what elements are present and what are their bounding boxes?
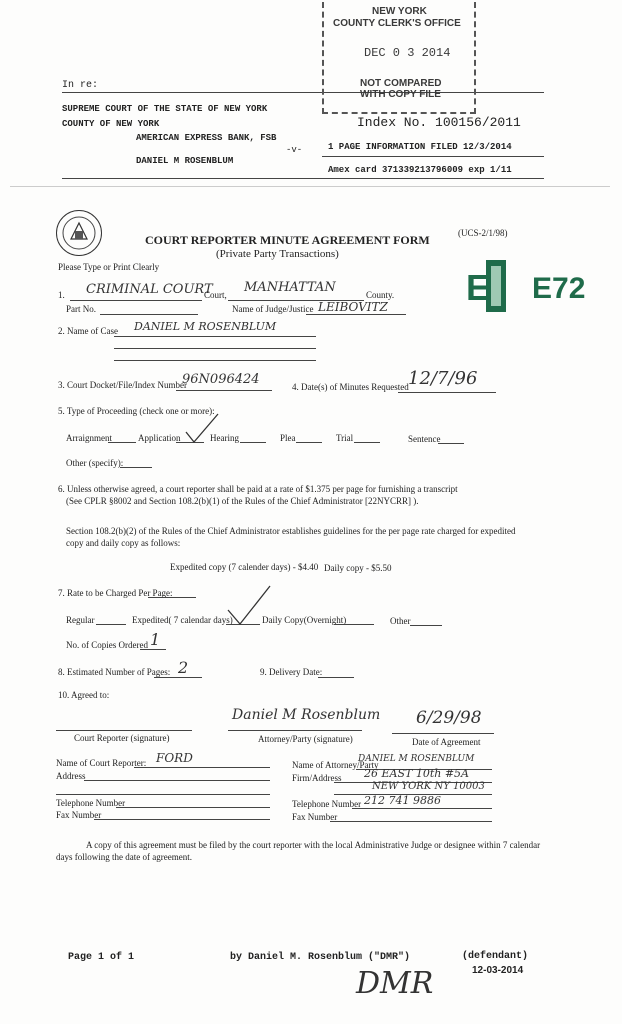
q3-line <box>176 390 272 391</box>
page-divider <box>10 186 610 187</box>
q7-line-daily <box>334 624 374 625</box>
footer-initials: DMR <box>356 966 434 1001</box>
attorney-phone-label: Telephone Number <box>292 799 362 809</box>
q7-line-regular <box>96 624 126 625</box>
sig-reporter-line <box>56 730 192 731</box>
q5-option-trial: Trial <box>336 433 354 443</box>
q7-line-other <box>410 625 442 626</box>
q6-line1: 6. Unless otherwise agreed, a court reporter shall be paid at a rate of $1.375 per page for furnishing a transcript <box>58 484 458 494</box>
court-name: SUPREME COURT OF THE STATE OF NEW YORK <box>62 104 268 114</box>
q5-option-sentence: Sentence <box>408 434 441 444</box>
sig-date-label: Date of Agreement <box>412 737 481 747</box>
reporter-phone-line <box>116 807 270 808</box>
daily-rate: Daily copy - $5.50 <box>324 563 392 573</box>
sig-attorney-label: Attorney/Party (signature) <box>258 734 353 744</box>
q5-line-trial <box>354 442 380 443</box>
q10-label: 10. Agreed to: <box>58 690 110 700</box>
q9-label: 9. Delivery Date: <box>260 667 323 677</box>
sig-date-line <box>392 733 494 734</box>
q4-value: 12/7/96 <box>408 368 478 389</box>
stamp-date: DEC 0 3 2014 <box>364 46 451 60</box>
q7-label: 7. Rate to be Charged Per Page: <box>58 588 173 598</box>
attorney-phone-value: 212 741 9886 <box>364 794 441 807</box>
q1-court-label: Court, <box>204 290 227 300</box>
form-title: COURT REPORTER MINUTE AGREEMENT FORM <box>145 233 430 247</box>
copies-line <box>140 649 166 650</box>
q1-part-label: Part No. <box>66 304 96 314</box>
q1-judge-line <box>306 314 406 315</box>
reporter-address-line1 <box>84 780 270 781</box>
q2-line1 <box>114 336 316 337</box>
stamp-line4: WITH COPY FILE <box>360 89 441 100</box>
plaintiff-name: AMERICAN EXPRESS BANK, FSB <box>136 133 277 143</box>
attorney-fax-label: Fax Number <box>292 812 338 822</box>
footer-by: by Daniel M. Rosenblum ("DMR") <box>230 952 411 963</box>
stamp-line2: COUNTY CLERK'S OFFICE <box>333 18 461 29</box>
county-name: COUNTY OF NEW YORK <box>62 119 160 129</box>
q5-option-application: Application <box>138 433 181 443</box>
sig-attorney-line <box>228 730 362 731</box>
amex-card-info: Amex card 371339213796009 exp 1/11 <box>328 165 512 175</box>
footer-note-line1: A copy of this agreement must be filed by the court reporter with the local Administrative Judge or designee within 7 calendar <box>86 840 541 850</box>
copies-label: No. of Copies Ordered <box>66 640 148 650</box>
q3-value: 96N096424 <box>182 372 260 387</box>
copies-value: 1 <box>150 630 161 649</box>
file-label-tab <box>460 256 530 316</box>
page-info: 1 PAGE INFORMATION FILED 12/3/2014 <box>328 142 512 152</box>
firm-address-label: Firm/Address <box>292 773 342 783</box>
attorney-name-value: DANIEL M ROSENBLUM <box>358 754 475 764</box>
header-rule-bottom <box>62 178 544 179</box>
header-rule-right <box>322 156 544 157</box>
firm-address-value1: 26 EAST 10th #5A <box>364 767 469 780</box>
q5-option-arraignment: Arraignment <box>66 433 112 443</box>
q1-number: 1. <box>58 290 65 300</box>
q7-line <box>148 597 196 598</box>
q8-label: 8. Estimated Number of Pages: <box>58 667 171 677</box>
sig-attorney-value: Daniel M Rosenblum <box>232 707 381 723</box>
q7-other: Other <box>390 616 411 626</box>
q5-line-hearing <box>240 442 266 443</box>
in-re-label: In re: <box>62 80 99 91</box>
q5-line-plea <box>296 442 322 443</box>
q9-line <box>318 677 354 678</box>
file-letter: E <box>466 267 491 308</box>
stamp-line3: NOT COMPARED <box>360 78 442 89</box>
q1-judge-label: Name of Judge/Justice <box>232 304 314 314</box>
reporter-address-label: Address <box>56 771 86 781</box>
index-number: Index No. 100156/2011 <box>357 115 521 130</box>
q5-option-plea: Plea <box>280 433 296 443</box>
q4-label: 4. Date(s) of Minutes Requested <box>292 382 409 392</box>
q5-line-sentence <box>438 443 464 444</box>
q5-other: Other (specify): <box>66 458 124 468</box>
q3-label: 3. Court Docket/File/Index Number <box>58 380 187 390</box>
q5-line-arraignment <box>108 442 136 443</box>
q5-label: 5. Type of Proceeding (check one or more): <box>58 406 215 416</box>
attorney-name-label: Name of Attorney/Party <box>292 760 379 770</box>
firm-address-value2: NEW YORK NY 10003 <box>372 781 485 792</box>
reporter-name-line <box>134 767 270 768</box>
reporter-address-line2 <box>56 794 270 795</box>
reporter-fax-line <box>94 819 270 820</box>
q5-line-other <box>120 467 152 468</box>
footer-role: (defendant) <box>462 951 529 962</box>
attorney-phone-line <box>352 808 492 809</box>
form-subtitle: (Private Party Transactions) <box>216 248 339 260</box>
file-number: E72 <box>532 272 586 305</box>
q8-line <box>154 677 202 678</box>
page-number: Page 1 of 1 <box>68 952 135 963</box>
q2-value: DANIEL M ROSENBLUM <box>134 320 277 333</box>
q6-line3: Section 108.2(b)(2) of the Rules of the Chief Administrator establishes guidelines for the per page rate charged for expedited <box>66 526 516 536</box>
q1-court-value: CRIMINAL COURT <box>86 282 213 297</box>
reporter-name-label: Name of Court Reporter: <box>56 758 147 768</box>
stamp-line1: NEW YORK <box>372 6 427 17</box>
q5-option-hearing: Hearing <box>210 433 239 443</box>
q1-part-line <box>100 314 198 315</box>
q7-regular: Regular <box>66 615 95 625</box>
sig-reporter-label: Court Reporter (signature) <box>74 733 170 743</box>
versus-mark: -v- <box>286 145 303 155</box>
expedited-rate: Expedited copy (7 calender days) - $4.40 <box>170 562 319 572</box>
reporter-name-value: FORD <box>156 751 193 765</box>
footer-note-line2: days following the date of agreement. <box>56 852 192 862</box>
q1-judge-value: LEIBOVITZ <box>318 300 388 314</box>
q1-county-value: MANHATTAN <box>244 280 336 295</box>
q2-line3 <box>114 360 316 361</box>
print-note: Please Type or Print Clearly <box>58 262 160 272</box>
q2-label: 2. Name of Case <box>58 326 118 336</box>
q6-line2: (See CPLR §8002 and Section 108.2(b)(1) of the Rules of the Chief Administrator [22NYCRR] ). <box>66 496 419 506</box>
q6-line4: copy and daily copy as follows: <box>66 538 181 548</box>
reporter-fax-label: Fax Number <box>56 810 102 820</box>
state-seal-icon <box>56 210 102 256</box>
defendant-name: DANIEL M ROSENBLUM <box>136 156 234 166</box>
sig-date-value: 6/29/98 <box>416 708 482 728</box>
q4-line <box>398 392 496 393</box>
q8-value: 2 <box>178 658 189 677</box>
q7-daily: Daily Copy(Overnight) <box>262 615 347 625</box>
form-code: (UCS-2/1/98) <box>458 228 508 238</box>
reporter-phone-label: Telephone Number <box>56 798 126 808</box>
footer-date: 12-03-2014 <box>472 965 524 976</box>
q1-county-label: County. <box>366 290 395 300</box>
q2-line2 <box>114 348 316 349</box>
q1-court-line <box>70 300 202 301</box>
q7-expedited: Expedited( 7 calendar days) <box>132 615 233 625</box>
attorney-fax-line <box>330 821 492 822</box>
